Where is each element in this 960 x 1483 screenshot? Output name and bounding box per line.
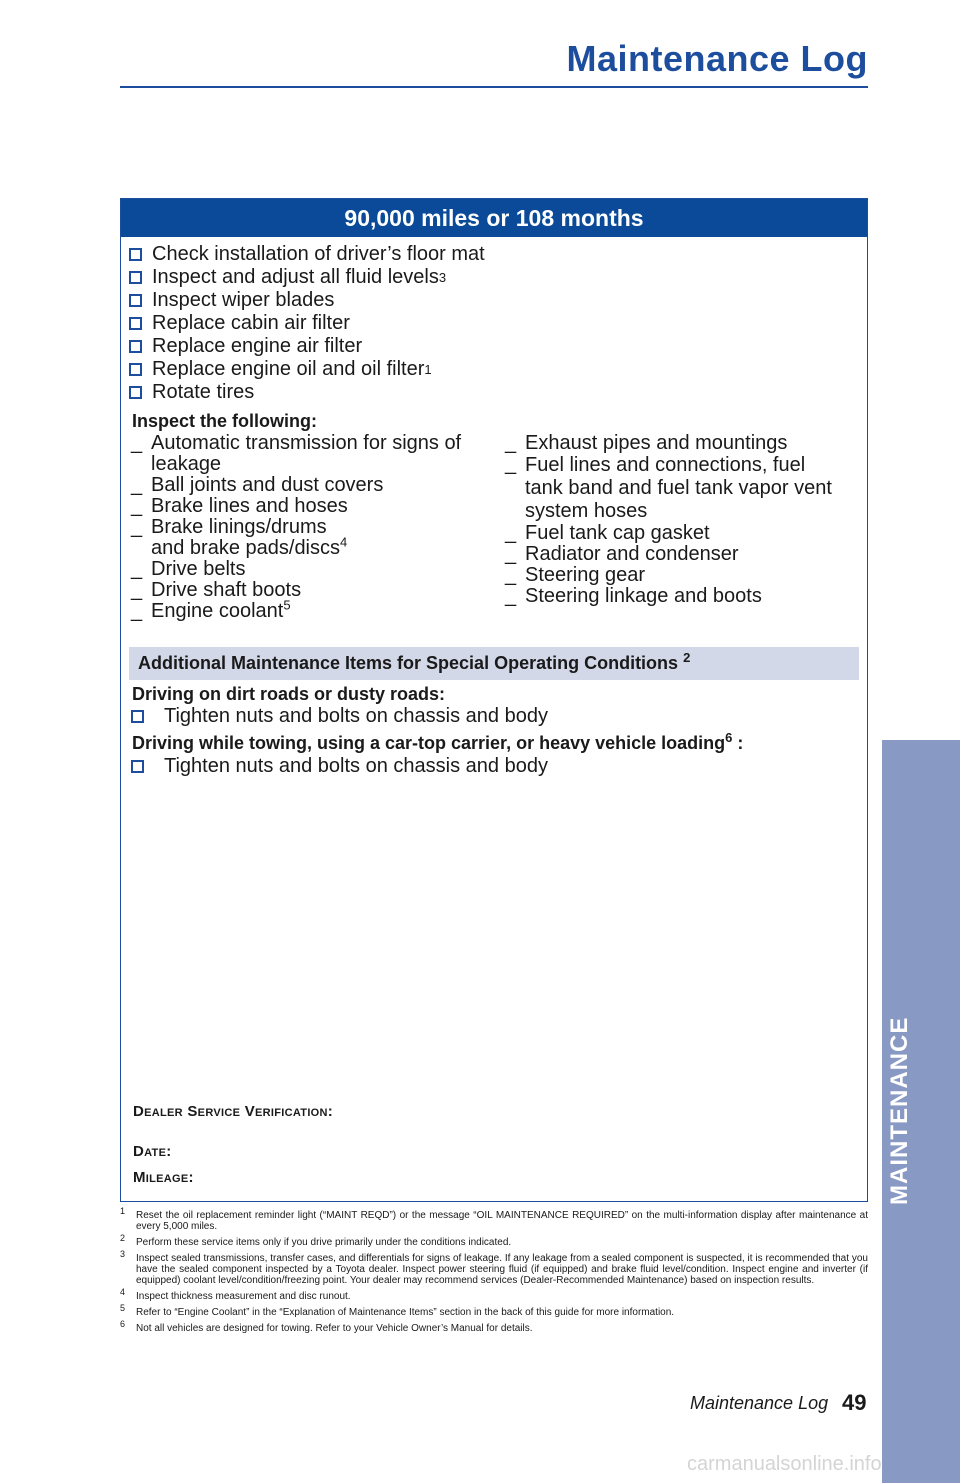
footnote: 4 Inspect thickness measurement and disc runout. (120, 1287, 351, 1302)
checklist-item[interactable]: Check installation of driver’s floor mat (129, 243, 485, 266)
checkbox-icon[interactable] (129, 248, 142, 261)
inspect-item: _ Engine coolant$^5$ (131, 597, 291, 622)
interval-header: 90,000 miles or 108 months (121, 199, 867, 237)
page-title: Maintenance Log (566, 38, 868, 79)
additional-maintenance-banner: Additional Maintenance Items for Special Operating Conditions $^2$ (129, 647, 859, 680)
inspect-heading: Inspect the following: (132, 411, 317, 431)
maintenance-card (120, 198, 868, 1202)
footnotes (120, 1206, 868, 1339)
checklist-item[interactable]: Inspect and adjust all fluid levels 3 (129, 266, 485, 289)
inspect-list-left (131, 433, 471, 622)
inspect-item: _ Ball joints and dust covers (131, 474, 384, 496)
checkbox-icon[interactable] (129, 340, 142, 353)
page-number: 49 (842, 1390, 867, 1415)
inspect-item: _ Fuel tank cap gasket (505, 522, 710, 544)
watermark: carmanualsonline.info (687, 1453, 882, 1475)
inspect-item: _ Steering linkage and boots (505, 585, 762, 607)
mileage-label: Mileage: (133, 1169, 194, 1186)
dealer-verification-label: Dealer Service Verification: (133, 1103, 334, 1120)
checkbox-icon[interactable] (131, 760, 144, 773)
checklist-item[interactable]: Replace engine oil and oil filter 1 (129, 358, 485, 381)
footnote: 1 Reset the oil replacement reminder light (“MAINT REQD”) or the message “OIL MAINTENANCE REQUIRED” on the multi-information display after maintenance at every 5,000 miles. (120, 1206, 868, 1232)
towing-heading: Driving while towing, using a car-top carrier, or heavy vehicle loading$^6$ : (132, 730, 744, 753)
inspect-item: _ Exhaust pipes and mountings (505, 432, 788, 454)
inspect-item: _ Steering gear (505, 564, 646, 586)
date-label: Date: (133, 1143, 172, 1160)
inspect-item: _ Radiator and condenser (505, 543, 739, 565)
inspect-item: _ Brake lines and hoses (131, 495, 348, 517)
checkbox-icon[interactable] (129, 294, 142, 307)
inspect-list-right (505, 433, 845, 607)
towing-item[interactable]: Tighten nuts and bolts on chassis and body (131, 755, 548, 778)
title-divider (120, 86, 868, 88)
checkbox-icon[interactable] (129, 317, 142, 330)
checkbox-icon[interactable] (131, 710, 144, 723)
inspect-item: _ Automatic transmission for signs of leakage (131, 432, 462, 475)
dusty-roads-heading: Driving on dirt roads or dusty roads: (132, 684, 446, 704)
footnote: 5 Refer to “Engine Coolant” in the “Explanation of Maintenance Items” section in the back of this guide for more information. (120, 1303, 675, 1318)
service-checklist (129, 243, 485, 404)
dusty-roads-item[interactable]: Tighten nuts and bolts on chassis and body (131, 705, 548, 728)
checkbox-icon[interactable] (129, 363, 142, 376)
inspect-item: _ Brake linings/drums and brake pads/discs$^4$ (131, 516, 348, 559)
footnote: 6 Not all vehicles are designed for towing. Refer to your Vehicle Owner’s Manual for details. (120, 1319, 533, 1334)
checklist-item[interactable]: Replace engine air filter (129, 335, 485, 358)
footnote: 2 Perform these service items only if you drive primarily under the conditions indicated. (120, 1233, 512, 1248)
checkbox-icon[interactable] (129, 386, 142, 399)
footnote: 3 Inspect sealed transmissions, transfer cases, and differentials for signs of leakage. If any leakage from a sealed component is suspected, it is recommended that you have the sealed component inspected by a Toyota dealer. Inspect power steering fluid (if equipped) and brake fluid level/condition. Inspect engine and inverter (if equipped) coolant level/condition/freezing point. Your dealer may recommend services (Dealer-Recommended Maintenance) based on inspection results. (120, 1249, 868, 1286)
footer-section-label: Maintenance Log (690, 1393, 829, 1413)
checkbox-icon[interactable] (129, 271, 142, 284)
checklist-item[interactable]: Replace cabin air filter (129, 312, 485, 335)
inspect-item: _ Drive shaft boots (131, 579, 302, 601)
checklist-item[interactable]: Inspect wiper blades (129, 289, 485, 312)
inspect-item: _ Drive belts (131, 558, 246, 580)
checklist-item[interactable]: Rotate tires (129, 381, 485, 404)
section-side-tab-label: MAINTENANCE (886, 1016, 913, 1206)
inspect-item: _ Fuel lines and connections, fuel tank band and fuel tank vapor vent system hoses (505, 453, 832, 522)
